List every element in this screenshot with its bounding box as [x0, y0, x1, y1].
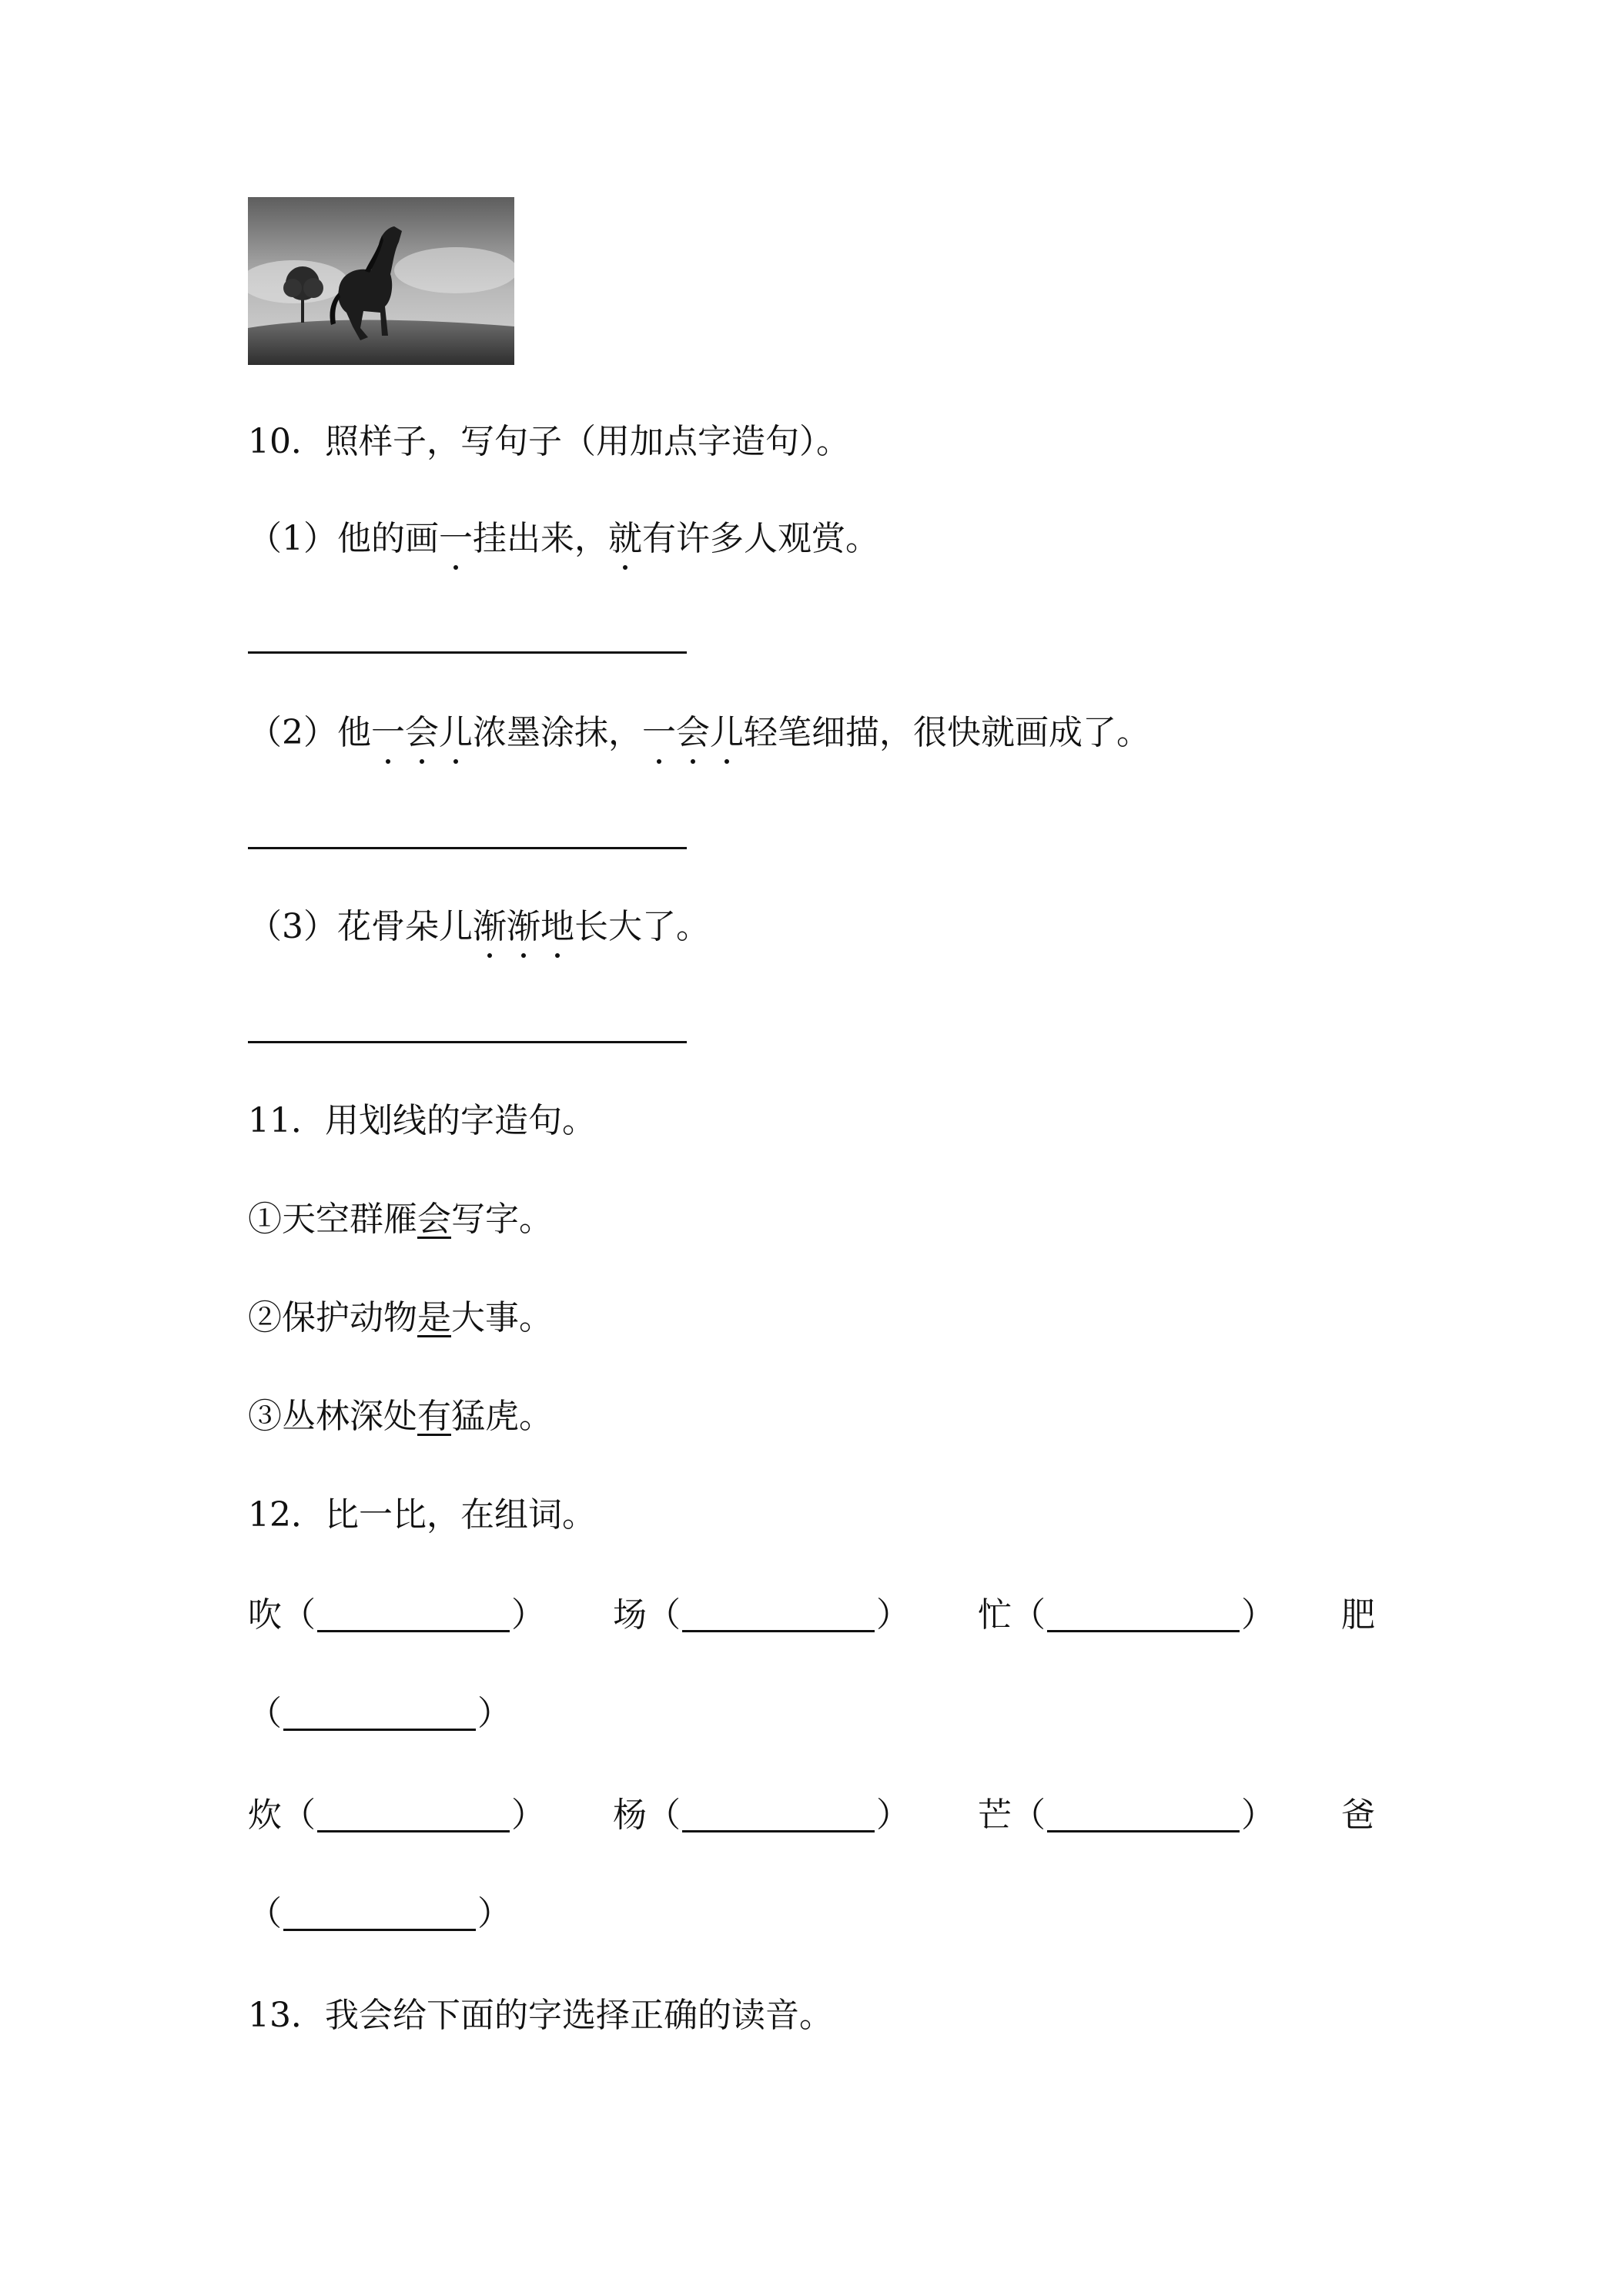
paren-open: （	[282, 1595, 316, 1635]
dotted-char: 就	[608, 517, 642, 561]
paren-close: ）	[511, 1595, 545, 1635]
q10-sentence-3	[248, 905, 710, 949]
sentence-text: （3）花骨朵儿	[248, 907, 473, 946]
item-text: 猛虎。	[451, 1397, 553, 1436]
char: 爸	[1341, 1796, 1375, 1835]
sentence-text: 挂出来，	[473, 519, 608, 558]
q12-title: 12．比一比，在组词。	[248, 1495, 596, 1535]
char: 芒	[978, 1796, 1012, 1835]
char: 肥	[1341, 1595, 1375, 1635]
paren-close: ）	[1241, 1595, 1275, 1635]
char: 吹	[248, 1595, 282, 1635]
item-text: ③丛林深处	[248, 1397, 417, 1436]
answer-line-3[interactable]	[248, 1041, 687, 1043]
dotted-char: 一	[642, 711, 676, 755]
blank-field[interactable]	[682, 1796, 875, 1832]
dotted-char: 渐	[473, 905, 507, 949]
paren-close: ）	[477, 1894, 511, 1933]
sentence-text: 轻笔细描，很快就画成了。	[744, 713, 1150, 752]
dotted-char: 渐	[507, 905, 540, 949]
sentence-text: 浓墨涂抹，	[473, 713, 642, 752]
word-group	[248, 1794, 545, 1837]
dotted-char: 儿	[710, 711, 744, 755]
dotted-char: 会	[405, 711, 439, 755]
answer-line-1[interactable]	[248, 651, 687, 654]
word-group	[978, 1594, 1275, 1637]
underlined-char: 是	[417, 1298, 451, 1337]
paren-close: ）	[477, 1694, 511, 1733]
paren-close: ）	[876, 1796, 910, 1835]
q11-item-3	[248, 1395, 553, 1438]
q11-title: 11．用划线的字造句。	[248, 1101, 596, 1140]
horse-photo	[248, 197, 514, 365]
sentence-text: 有许多人观赏。	[642, 519, 879, 558]
word-group	[613, 1594, 910, 1637]
paren-close: ）	[876, 1595, 910, 1635]
paren-open: （	[647, 1796, 681, 1835]
underlined-char: 会	[417, 1200, 451, 1239]
blank-field[interactable]	[1047, 1796, 1240, 1832]
answer-line-2[interactable]	[248, 847, 687, 849]
char: 炊	[248, 1796, 282, 1835]
word-group	[248, 1692, 511, 1735]
char: 杨	[613, 1796, 647, 1835]
q11-item-1	[248, 1198, 553, 1241]
paren-open: （	[248, 1894, 282, 1933]
dotted-char: 会	[676, 711, 710, 755]
char: 场	[613, 1595, 647, 1635]
paren-open: （	[1012, 1595, 1046, 1635]
item-text: ②保护动物	[248, 1298, 417, 1337]
blank-field[interactable]	[317, 1796, 510, 1832]
blank-field[interactable]	[283, 1895, 476, 1931]
dotted-char: 一	[371, 711, 405, 755]
q10-title: 10．照样子，写句子（用加点字造句）。	[248, 422, 850, 461]
dotted-char: 地	[540, 905, 574, 949]
item-text: 写字。	[451, 1200, 553, 1239]
q13-title: 13．我会给下面的字选择正确的读音。	[248, 1996, 833, 2035]
paren-close: ）	[1241, 1796, 1275, 1835]
blank-field[interactable]	[1047, 1596, 1240, 1632]
q10-sentence-1	[248, 517, 879, 561]
word-group	[613, 1794, 910, 1837]
word-group	[978, 1794, 1275, 1837]
word-group	[248, 1893, 511, 1936]
sentence-text: （1）他的画	[248, 519, 439, 558]
sentence-text: 长大了。	[574, 907, 710, 946]
paren-close: ）	[511, 1796, 545, 1835]
dotted-char: 儿	[439, 711, 473, 755]
blank-field[interactable]	[283, 1695, 476, 1731]
dotted-char: 一	[439, 517, 473, 561]
item-text: ①天空群雁	[248, 1200, 417, 1239]
paren-open: （	[282, 1796, 316, 1835]
blank-field[interactable]	[682, 1596, 875, 1632]
paren-open: （	[647, 1595, 681, 1635]
paren-open: （	[248, 1694, 282, 1733]
sentence-text: （2）他	[248, 713, 371, 752]
q11-item-2	[248, 1297, 553, 1340]
q10-sentence-2	[248, 711, 1150, 755]
word-group	[248, 1594, 545, 1637]
paren-open: （	[1012, 1796, 1046, 1835]
underlined-char: 有	[417, 1397, 451, 1436]
char: 忙	[978, 1595, 1012, 1635]
item-text: 大事。	[451, 1298, 553, 1337]
blank-field[interactable]	[317, 1596, 510, 1632]
